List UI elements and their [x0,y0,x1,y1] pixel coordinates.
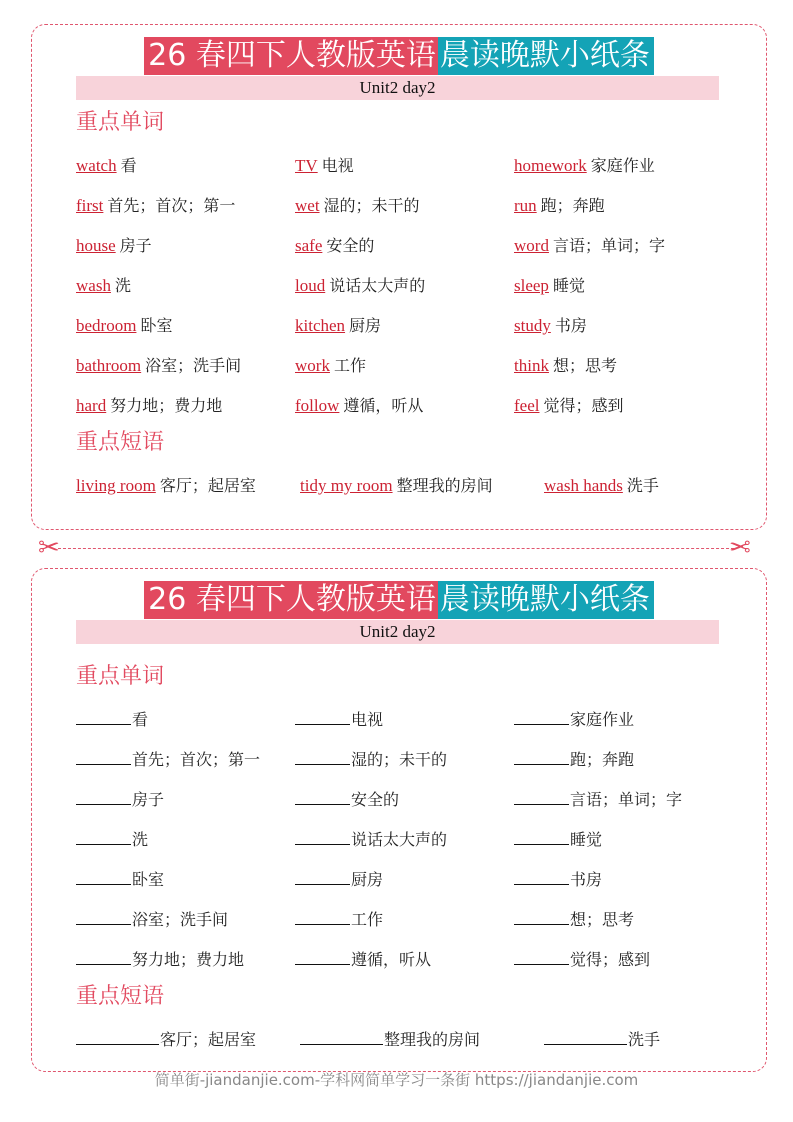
phrase-chinese: 整理我的房间 [384,1030,481,1049]
word-chinese: 想；思考 [570,910,635,929]
word-blank-item [514,828,602,852]
word-chinese: 睡觉 [552,276,585,295]
blank-line[interactable] [76,908,131,925]
word-chinese: 努力地；费力地 [110,396,223,415]
word-english: loud [295,276,326,295]
word-english: hard [76,396,107,415]
word-item [514,194,605,218]
word-blank-item [295,788,399,812]
vocab-card-practice [31,568,767,1072]
word-chinese: 湿的；未干的 [323,196,420,215]
phrase-blank-item [76,1028,256,1052]
word-english: homework [514,156,587,175]
word-blank-item [76,748,260,772]
blank-line[interactable] [514,708,569,725]
blank-line[interactable] [76,948,131,965]
blank-line[interactable] [514,868,569,885]
blank-line[interactable] [514,908,569,925]
title-part-teal: 晨读晚默小纸条 [438,581,654,619]
word-row [76,394,736,418]
scissors-icon: ✂ [729,533,751,563]
word-english: work [295,356,330,375]
word-blank-item [76,868,164,892]
word-item [514,234,665,258]
word-item [295,314,381,338]
word-item [514,154,655,178]
word-blank-item [514,868,602,892]
phrase-blank-item [544,1028,660,1052]
word-chinese: 书房 [554,316,587,335]
word-chinese: 厨房 [349,316,382,335]
word-chinese: 浴室；洗手间 [132,910,229,929]
word-chinese: 浴室；洗手间 [145,356,242,375]
phrase-item [76,474,256,498]
word-chinese: 遵循，听从 [351,950,432,969]
word-chinese: 看 [120,156,137,175]
unit-label: Unit2 day2 [76,620,719,644]
word-row [76,354,736,378]
word-item [295,354,366,378]
phrase-english: living room [76,476,156,495]
scissors-icon: ✂ [38,533,60,563]
word-item [76,154,137,178]
phrase-chinese: 洗手 [628,1030,661,1049]
footer-watermark: 简单街-jiandanjie.com-学科网简单学习一条街 https://jiandanjie.com [154,1071,639,1089]
word-blank-item [514,908,634,932]
word-item [76,354,241,378]
word-chinese: 跑；奔跑 [540,196,605,215]
word-chinese: 说话太大声的 [351,830,448,849]
word-chinese: 想；思考 [552,356,617,375]
blank-line[interactable] [76,868,131,885]
word-chinese: 言语；单词；字 [552,236,665,255]
word-chinese: 安全的 [351,790,400,809]
word-chinese: 说话太大声的 [329,276,426,295]
title-part-red: 26 春四下人教版英语 [144,581,438,619]
word-chinese: 卧室 [132,870,165,889]
word-blank-item [514,708,634,732]
blank-line[interactable] [514,828,569,845]
word-row [76,748,736,772]
word-chinese: 首先；首次；第一 [107,196,236,215]
word-row [76,314,736,338]
word-blank-item [76,708,148,732]
phrase-item [300,474,493,498]
word-chinese: 言语；单词；字 [570,790,683,809]
card-title [32,581,766,619]
blank-line[interactable] [295,948,350,965]
word-row [76,234,736,258]
section-phrases-heading: 重点短语 [76,984,165,1009]
word-blank-item [76,788,164,812]
section-words-heading: 重点单词 [76,110,165,135]
phrase-chinese: 洗手 [626,476,659,495]
word-blank-item [514,788,682,812]
word-english: house [76,236,116,255]
word-chinese: 跑；奔跑 [570,750,635,769]
word-item [514,274,585,298]
word-row [76,788,736,812]
word-row [76,908,736,932]
word-item [76,234,152,258]
word-english: safe [295,236,323,255]
word-english: kitchen [295,316,346,335]
word-item [514,394,624,418]
word-english: TV [295,156,318,175]
word-chinese: 家庭作业 [570,710,635,729]
word-chinese: 努力地；费力地 [132,950,245,969]
blank-line[interactable] [514,788,569,805]
blank-line[interactable] [514,748,569,765]
word-item [295,194,420,218]
blank-line[interactable] [76,788,131,805]
word-english: bathroom [76,356,142,375]
phrase-chinese: 客厅；起居室 [159,476,256,495]
word-chinese: 湿的；未干的 [351,750,448,769]
word-english: sleep [514,276,549,295]
word-blank-item [295,868,383,892]
blank-line[interactable] [300,1028,383,1045]
title-part-red: 26 春四下人教版英语 [144,37,438,75]
word-chinese: 厨房 [351,870,384,889]
word-item [514,314,587,338]
word-chinese: 电视 [321,156,354,175]
phrase-chinese: 整理我的房间 [396,476,493,495]
word-blank-item [76,908,228,932]
word-chinese: 房子 [132,790,165,809]
blank-line[interactable] [514,948,569,965]
blank-line[interactable] [295,708,350,725]
blank-line[interactable] [76,1028,159,1045]
blank-line[interactable] [76,748,131,765]
word-blank-item [295,948,431,972]
word-blank-item [514,748,634,772]
word-item [295,274,425,298]
blank-line[interactable] [76,828,131,845]
phrase-item [544,474,659,498]
word-item [76,194,235,218]
unit-label: Unit2 day2 [76,76,719,100]
word-item [295,234,374,258]
word-blank-item [76,948,244,972]
word-english: watch [76,156,117,175]
word-chinese: 睡觉 [570,830,603,849]
word-chinese: 工作 [333,356,366,375]
word-row [76,828,736,852]
word-blank-item [514,948,650,972]
blank-line[interactable] [295,868,350,885]
word-row [76,948,736,972]
word-english: run [514,196,537,215]
word-item [295,394,423,418]
title-part-teal: 晨读晚默小纸条 [438,37,654,75]
word-english: bedroom [76,316,137,335]
word-row [76,154,736,178]
word-chinese: 洗 [114,276,131,295]
word-item [76,274,131,298]
blank-line[interactable] [544,1028,627,1045]
word-blank-item [76,828,148,852]
word-blank-item [295,708,383,732]
word-chinese: 觉得；感到 [570,950,651,969]
word-chinese: 觉得；感到 [543,396,624,415]
word-chinese: 安全的 [326,236,375,255]
word-row [76,708,736,732]
word-english: feel [514,396,540,415]
word-item [514,354,617,378]
word-chinese: 遵循，听从 [343,396,424,415]
phrase-row [76,474,736,498]
word-blank-item [295,908,383,932]
word-blank-item [295,748,447,772]
word-english: wash [76,276,111,295]
section-phrases-heading: 重点短语 [76,430,165,455]
blank-line[interactable] [295,828,350,845]
cut-line [58,548,734,549]
phrase-english: wash hands [544,476,623,495]
word-chinese: 卧室 [140,316,173,335]
word-blank-item [295,828,447,852]
word-english: think [514,356,549,375]
word-chinese: 洗 [132,830,149,849]
word-row [76,868,736,892]
phrase-chinese: 客厅；起居室 [160,1030,257,1049]
word-english: wet [295,196,320,215]
word-chinese: 工作 [351,910,384,929]
word-item [76,394,222,418]
word-chinese: 书房 [570,870,603,889]
word-item [295,154,354,178]
word-item [76,314,172,338]
card-title [32,37,766,75]
blank-line[interactable] [295,788,350,805]
phrase-blank-item [300,1028,480,1052]
word-chinese: 家庭作业 [590,156,655,175]
word-english: first [76,196,104,215]
word-chinese: 首先；首次；第一 [132,750,261,769]
word-chinese: 房子 [119,236,152,255]
section-words-heading: 重点单词 [76,664,165,689]
blank-line[interactable] [295,748,350,765]
word-chinese: 看 [132,710,149,729]
blank-line[interactable] [76,708,131,725]
vocab-card-answers [31,24,767,530]
phrase-row [76,1028,736,1052]
word-english: study [514,316,551,335]
word-row [76,194,736,218]
word-english: follow [295,396,340,415]
word-row [76,274,736,298]
phrase-english: tidy my room [300,476,393,495]
word-chinese: 电视 [351,710,384,729]
blank-line[interactable] [295,908,350,925]
word-english: word [514,236,549,255]
